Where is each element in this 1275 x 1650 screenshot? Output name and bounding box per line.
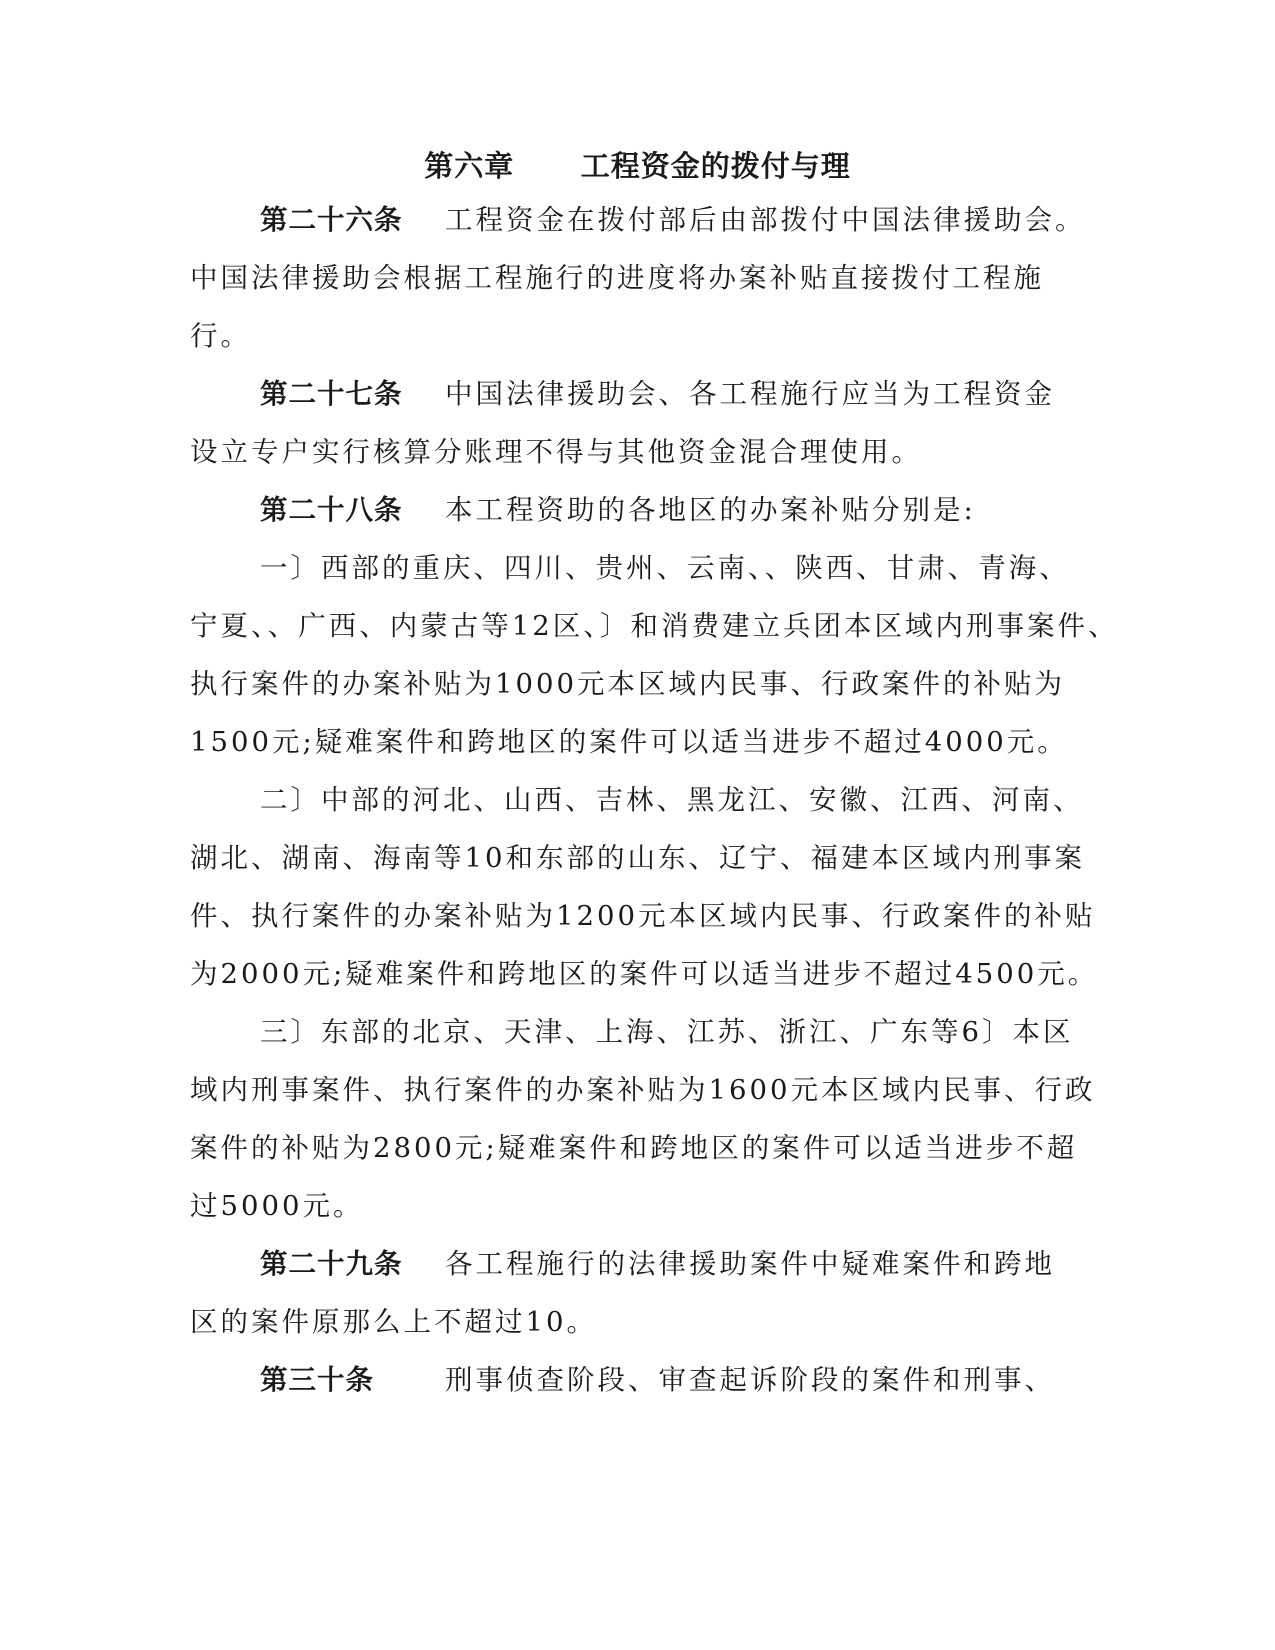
item-2-line: 为2000元;疑难案件和跨地区的案件可以适当进步不超过4500元。 — [190, 958, 1099, 990]
article-text-line: 区的案件原那么上不超过10。 — [190, 1306, 597, 1338]
item-3-line: 过5000元。 — [190, 1190, 364, 1222]
article-text: 本工程资助的各地区的办案补贴分别是: — [445, 494, 976, 526]
article-number: 第二十七条 — [260, 378, 403, 410]
article-28-first-line — [260, 490, 976, 530]
chapter-title: 第六章 工程资金的拨付与理 — [424, 149, 851, 183]
article-number: 第三十条 — [260, 1364, 374, 1396]
article-number: 第二十六条 — [260, 204, 403, 236]
item-1-line: 一〕西部的重庆、四川、贵州、云南、、陕西、甘肃、青海、 — [260, 552, 1070, 584]
item-1-line: 宁夏、、广西、内蒙古等12区、〕和消费建立兵团本区域内刑事案件、 — [190, 610, 1119, 642]
article-29-first-line — [260, 1244, 1055, 1284]
article-26-first-line — [260, 200, 1086, 240]
article-text: 刑事侦查阶段、审查起诉阶段的案件和刑事、 — [445, 1364, 1055, 1396]
item-1-line: 1500元;疑难案件和跨地区的案件可以适当进步不超过4000元。 — [190, 726, 1068, 758]
article-text: 工程资金在拨付部后由部拨付中国法律援助会。 — [445, 204, 1086, 236]
item-3-line: 域内刑事案件、执行案件的办案补贴为1600元本区域内民事、行政 — [190, 1074, 1096, 1106]
item-1-line: 执行案件的办案补贴为1000元本区域内民事、行政案件的补贴为 — [190, 668, 1065, 700]
article-text: 中国法律援助会、各工程施行应当为工程资金 — [445, 378, 1055, 410]
item-2-line: 件、执行案件的办案补贴为1200元本区域内民事、行政案件的补贴 — [190, 900, 1096, 932]
article-30-first-line — [260, 1360, 1055, 1400]
article-text-line: 中国法律援助会根据工程施行的进度将办案补贴直接拨付工程施 — [190, 262, 1044, 294]
article-number: 第二十九条 — [260, 1248, 403, 1280]
item-3-line: 三〕东部的北京、天津、上海、江苏、浙江、广东等6〕本区 — [260, 1016, 1074, 1048]
item-2-line: 二〕中部的河北、山西、吉林、黑龙江、安徽、江西、河南、 — [260, 784, 1084, 816]
article-number: 第二十八条 — [260, 494, 403, 526]
item-3-line: 案件的补贴为2800元;疑难案件和跨地区的案件可以适当进步不超 — [190, 1132, 1078, 1164]
item-2-line: 湖北、湖南、海南等10和东部的山东、辽宁、福建本区域内刑事案 — [190, 842, 1085, 874]
article-27-first-line — [260, 374, 1055, 414]
article-text: 各工程施行的法律援助案件中疑难案件和跨地 — [445, 1248, 1055, 1280]
article-text-line: 行。 — [190, 320, 251, 352]
article-text-line: 设立专户实行核算分账理不得与其他资金混合理使用。 — [190, 436, 922, 468]
